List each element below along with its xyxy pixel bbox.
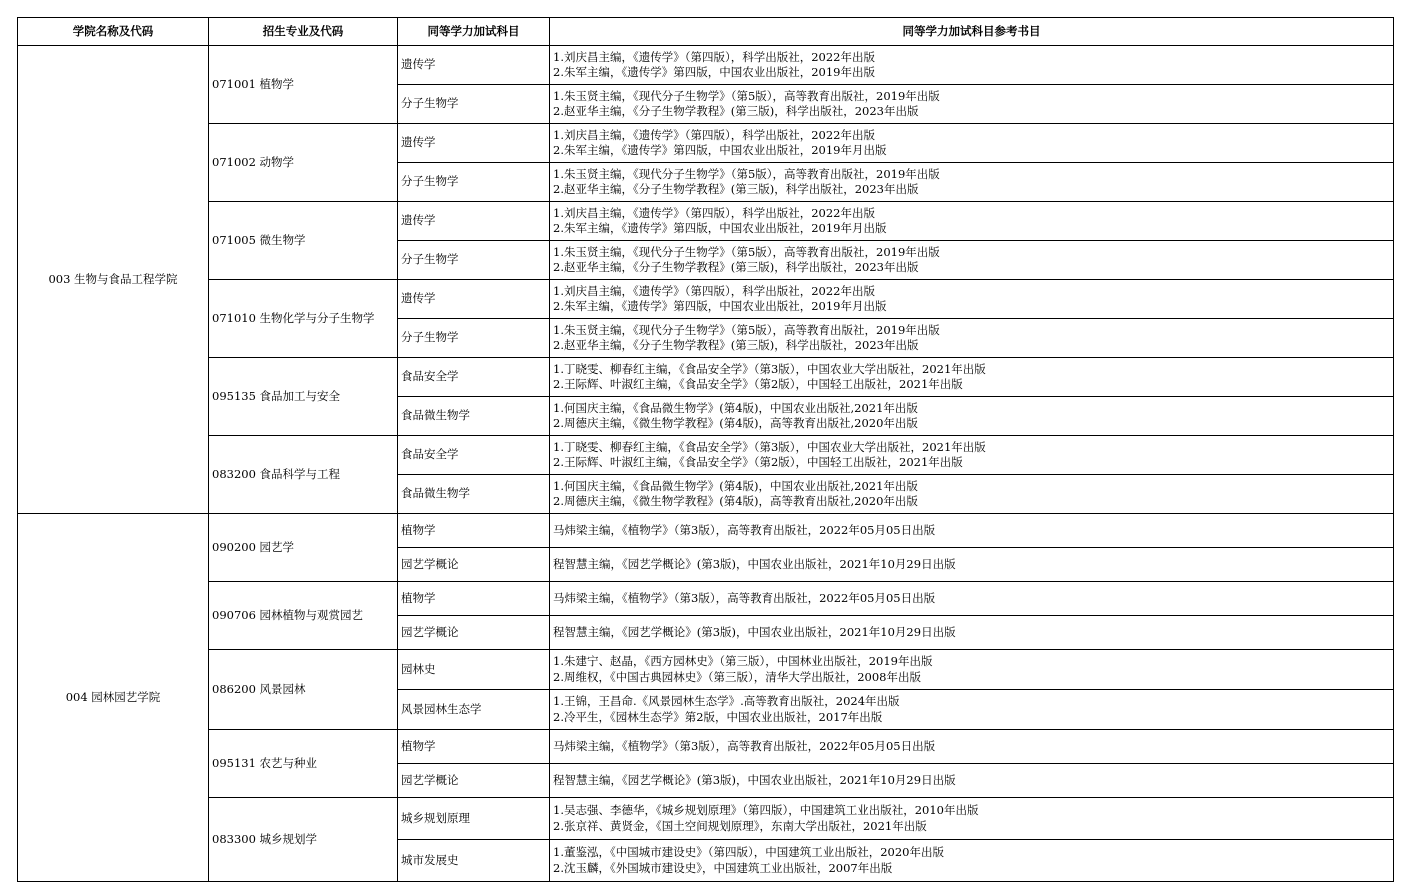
- book-entry: 2.周德庆主编，《微生物学教程》(第4版)，高等教育出版社,2020年出版: [553, 416, 918, 430]
- subject-cell: 园艺学概论: [398, 616, 550, 650]
- book-entry: 1.何国庆主编，《食品微生物学》(第4版)，中国农业出版社,2021年出版: [553, 400, 918, 415]
- books-cell: [550, 202, 1394, 241]
- book-entry: 2.朱军主编，《遗传学》第四版，中国农业出版社，2019年月出版: [553, 143, 887, 157]
- table-row: [18, 798, 1394, 840]
- subject-cell: 遗传学: [398, 202, 550, 241]
- table-row: [18, 280, 1394, 319]
- exam-reference-table: [17, 17, 1394, 882]
- subject-cell: 遗传学: [398, 46, 550, 85]
- college-cell: 004 园林园艺学院: [18, 514, 209, 882]
- book-entry: 2.朱军主编，《遗传学》第四版，中国农业出版社，2019年月出版: [553, 221, 887, 235]
- book-entry: 1.刘庆昌主编，《遗传学》（第四版），科学出版社，2022年出版: [553, 49, 875, 64]
- major-cell: 090200 园艺学: [209, 514, 398, 582]
- header-subject: 同等学力加试科目: [398, 18, 550, 46]
- books-cell: [550, 46, 1394, 85]
- subject-cell: 植物学: [398, 582, 550, 616]
- book-entry: 程智慧主编，《园艺学概论》(第3版)，中国农业出版社，2021年10月29日出版: [553, 624, 956, 639]
- books-cell: [550, 397, 1394, 436]
- books-cell: [550, 840, 1394, 882]
- book-entry: 1.朱玉贤主编，《现代分子生物学》（第5版），高等教育出版社，2019年出版: [553, 166, 940, 181]
- major-cell: 071001 植物学: [209, 46, 398, 124]
- book-entry: 2.赵亚华主编，《分子生物学教程》(第三版)，科学出版社，2023年出版: [553, 338, 919, 352]
- subject-cell: 食品安全学: [398, 436, 550, 475]
- books-cell: [550, 280, 1394, 319]
- major-cell: 083300 城乡规划学: [209, 798, 398, 882]
- subject-cell: 分子生物学: [398, 319, 550, 358]
- books-cell: [550, 436, 1394, 475]
- header-major: 招生专业及代码: [209, 18, 398, 46]
- book-entry: 2.朱军主编，《遗传学》第四版，中国农业出版社，2019年月出版: [553, 299, 887, 313]
- subject-cell: 食品微生物学: [398, 475, 550, 514]
- book-entry: 1.朱建宁、赵晶，《西方园林史》（第三版），中国林业出版社，2019年出版: [553, 654, 933, 668]
- book-entry: 1.朱玉贤主编，《现代分子生物学》（第5版），高等教育出版社，2019年出版: [553, 322, 940, 337]
- books-cell: [550, 358, 1394, 397]
- books-cell: [550, 798, 1394, 840]
- table-row: [18, 730, 1394, 764]
- table-row: [18, 46, 1394, 85]
- subject-cell: 园艺学概论: [398, 548, 550, 582]
- book-entry: 1.何国庆主编，《食品微生物学》(第4版)，中国农业出版社,2021年出版: [553, 478, 918, 493]
- subject-cell: 分子生物学: [398, 241, 550, 280]
- subject-cell: 园林史: [398, 650, 550, 690]
- book-entry: 2.王际辉、叶淑红主编，《食品安全学》（第2版），中国轻工出版社，2021年出版: [553, 377, 963, 391]
- book-entry: 2.王际辉、叶淑红主编，《食品安全学》（第2版），中国轻工出版社，2021年出版: [553, 455, 963, 469]
- books-cell: [550, 548, 1394, 582]
- major-cell: 090706 园林植物与观赏园艺: [209, 582, 398, 650]
- book-entry: 程智慧主编，《园艺学概论》(第3版)，中国农业出版社，2021年10月29日出版: [553, 772, 956, 787]
- book-entry: 1.丁晓雯、柳春红主编，《食品安全学》（第3版），中国农业大学出版社，2021年出版: [553, 361, 986, 376]
- header-college: 学院名称及代码: [18, 18, 209, 46]
- subject-cell: 遗传学: [398, 124, 550, 163]
- book-entry: 2.周维权，《中国古典园林史》（第三版），清华大学出版社，2008年出版: [553, 669, 921, 684]
- major-cell: 086200 风景园林: [209, 650, 398, 730]
- books-cell: [550, 616, 1394, 650]
- major-cell: 095131 农艺与种业: [209, 730, 398, 798]
- book-entry: 2.沈玉麟，《外国城市建设史》，中国建筑工业出版社，2007年出版: [553, 860, 893, 875]
- subject-cell: 分子生物学: [398, 163, 550, 202]
- books-cell: [550, 730, 1394, 764]
- books-cell: [550, 650, 1394, 690]
- book-entry: 1.刘庆昌主编，《遗传学》（第四版），科学出版社，2022年出版: [553, 205, 875, 220]
- header-row: [18, 18, 1394, 46]
- subject-cell: 食品安全学: [398, 358, 550, 397]
- table-row: [18, 650, 1394, 690]
- college-cell: 003 生物与食品工程学院: [18, 46, 209, 514]
- major-cell: 095135 食品加工与安全: [209, 358, 398, 436]
- book-entry: 程智慧主编，《园艺学概论》(第3版)，中国农业出版社，2021年10月29日出版: [553, 556, 956, 571]
- book-entry: 2.赵亚华主编，《分子生物学教程》(第三版)，科学出版社，2023年出版: [553, 182, 919, 196]
- books-cell: [550, 241, 1394, 280]
- book-entry: 1.朱玉贤主编，《现代分子生物学》（第5版），高等教育出版社，2019年出版: [553, 244, 940, 259]
- table-body: [18, 46, 1394, 882]
- subject-cell: 植物学: [398, 730, 550, 764]
- subject-cell: 风景园林生态学: [398, 690, 550, 730]
- books-cell: [550, 319, 1394, 358]
- book-entry: 2.朱军主编，《遗传学》第四版，中国农业出版社，2019年出版: [553, 65, 875, 79]
- book-entry: 2.张京祥、黄贤金，《国土空间规划原理》，东南大学出版社，2021年出版: [553, 818, 927, 833]
- table-row: [18, 436, 1394, 475]
- book-entry: 2.赵亚华主编，《分子生物学教程》(第三版)，科学出版社，2023年出版: [553, 260, 919, 274]
- books-cell: [550, 690, 1394, 730]
- books-cell: [550, 514, 1394, 548]
- subject-cell: 园艺学概论: [398, 764, 550, 798]
- subject-cell: 城市发展史: [398, 840, 550, 882]
- book-entry: 1.刘庆昌主编，《遗传学》（第四版），科学出版社，2022年出版: [553, 283, 875, 298]
- books-cell: [550, 85, 1394, 124]
- book-entry: 1.董鉴泓，《中国城市建设史》（第四版），中国建筑工业出版社，2020年出版: [553, 845, 944, 859]
- major-cell: 071010 生物化学与分子生物学: [209, 280, 398, 358]
- table-row: [18, 202, 1394, 241]
- subject-cell: 食品微生物学: [398, 397, 550, 436]
- book-entry: 1.吴志强、李德华，《城乡规划原理》（第四版），中国建筑工业出版社，2010年出版: [553, 803, 979, 817]
- subject-cell: 分子生物学: [398, 85, 550, 124]
- table-row: [18, 582, 1394, 616]
- subject-cell: 植物学: [398, 514, 550, 548]
- book-entry: 1.刘庆昌主编，《遗传学》（第四版），科学出版社，2022年出版: [553, 127, 875, 142]
- book-entry: 1.朱玉贤主编，《现代分子生物学》（第5版），高等教育出版社，2019年出版: [553, 88, 940, 103]
- book-entry: 2.赵亚华主编，《分子生物学教程》(第三版)，科学出版社，2023年出版: [553, 104, 919, 118]
- books-cell: [550, 764, 1394, 798]
- table-row: [18, 358, 1394, 397]
- books-cell: [550, 124, 1394, 163]
- books-cell: [550, 582, 1394, 616]
- book-entry: 2.冷平生，《园林生态学》第2版，中国农业出版社，2017年出版: [553, 709, 883, 724]
- table-row: [18, 124, 1394, 163]
- major-cell: 071005 微生物学: [209, 202, 398, 280]
- book-entry: 1.丁晓雯、柳春红主编，《食品安全学》（第3版），中国农业大学出版社，2021年出版: [553, 439, 986, 454]
- book-entry: 1.王锦，王昌命.《风景园林生态学》.高等教育出版社，2024年出版: [553, 694, 900, 708]
- books-cell: [550, 475, 1394, 514]
- books-cell: [550, 163, 1394, 202]
- header-books: 同等学力加试科目参考书目: [550, 18, 1394, 46]
- book-entry: 马炜梁主编，《植物学》（第3版），高等教育出版社，2022年05月05日出版: [553, 522, 936, 537]
- major-cell: 083200 食品科学与工程: [209, 436, 398, 514]
- subject-cell: 城乡规划原理: [398, 798, 550, 840]
- major-cell: 071002 动物学: [209, 124, 398, 202]
- book-entry: 2.周德庆主编，《微生物学教程》(第4版)，高等教育出版社,2020年出版: [553, 494, 918, 508]
- book-entry: 马炜梁主编，《植物学》（第3版），高等教育出版社，2022年05月05日出版: [553, 738, 936, 753]
- subject-cell: 遗传学: [398, 280, 550, 319]
- table-row: [18, 514, 1394, 548]
- book-entry: 马炜梁主编，《植物学》（第3版），高等教育出版社，2022年05月05日出版: [553, 590, 936, 605]
